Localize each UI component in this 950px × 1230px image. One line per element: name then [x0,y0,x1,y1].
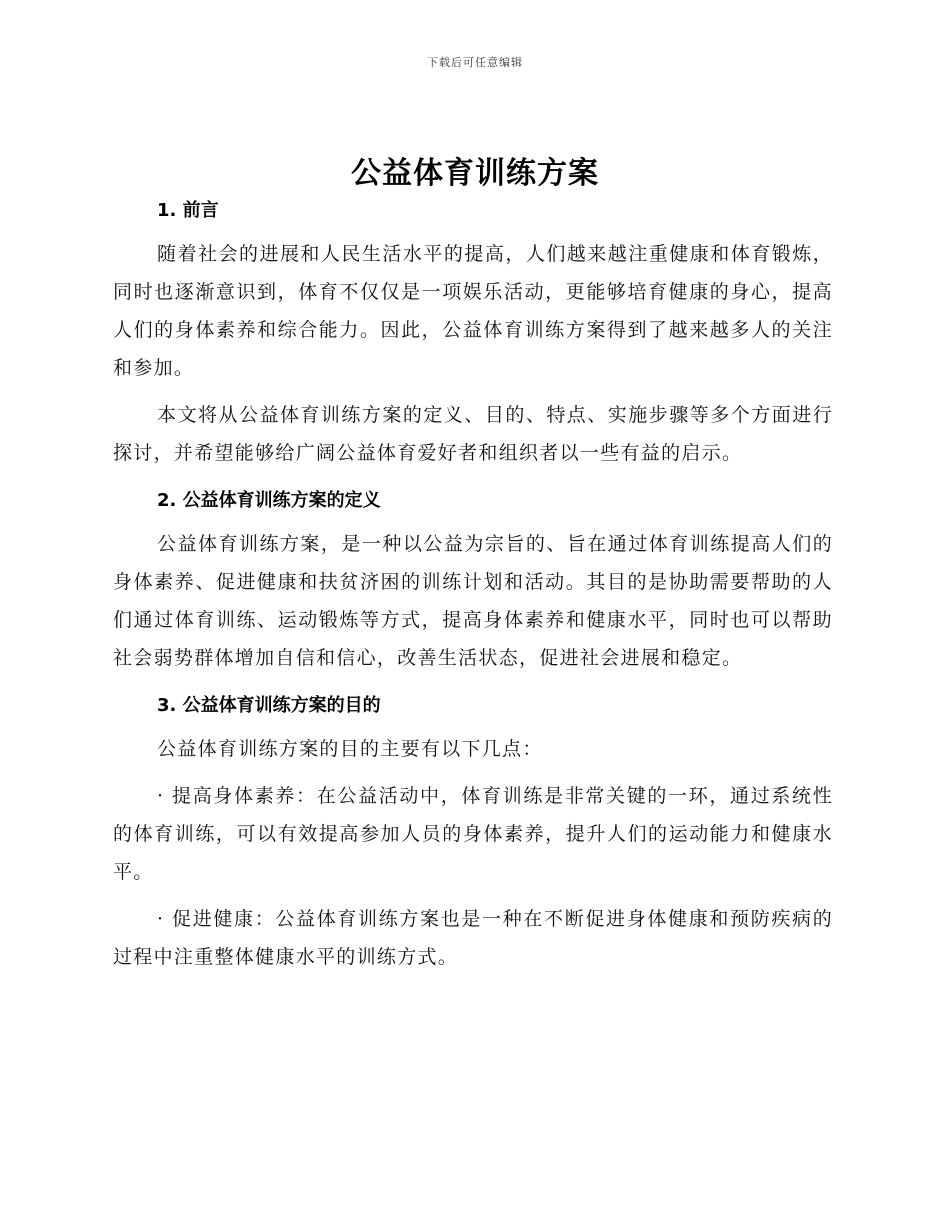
paragraph: 公益体育训练方案，是一种以公益为宗旨的、旨在通过体育训练提高人们的身体素养、促进健康和扶贫济困的训练计划和活动。其目的是协助需要帮助的人们通过体育训练、运动锻炼等方式，提高身体素养和健康水平，同时也可以帮助社会弱势群体增加自信和信心，改善生活状态，促进社会进展和稳定。 [113,533,833,669]
section-purpose [113,691,833,976]
bullet-item: · 促进健康：公益体育训练方案也是一种在不断促进身体健康和预防疾病的过程中注重整体健康水平的训练方式。 [113,908,833,968]
paragraph: 公益体育训练方案的目的主要有以下几点： [157,738,543,760]
paragraph: 本文将从公益体育训练方案的定义、目的、特点、实施步骤等多个方面进行探讨，并希望能够给广阔公益体育爱好者和组织者以一些有益的启示。 [113,404,833,464]
bullet-item: · 提高身体素养：在公益活动中，体育训练是非常关键的一环，通过系统性的体育训练，可以有效提高参加人员的身体素养，提升人们的运动能力和健康水平。 [113,785,833,883]
document-title: 公益体育训练方案 [351,156,599,191]
section-preface [113,196,833,472]
section-heading: 2. 公益体育训练方案的定义 [157,490,381,511]
section-heading: 1. 前言 [157,200,219,221]
paragraph: 随着社会的进展和人民生活水平的提高，人们越来越注重健康和体育锻炼，同时也逐渐意识到，体育不仅仅是一项娱乐活动，更能够培育健康的身心，提高人们的身体素养和综合能力。因此，公益体育训练方案得到了越来越多人的关注和参加。 [113,243,833,379]
section-heading: 3. 公益体育训练方案的目的 [157,695,381,716]
section-definition [113,486,833,677]
document-body [113,196,833,985]
page-header-note: 下载后可任意编辑 [427,56,523,69]
